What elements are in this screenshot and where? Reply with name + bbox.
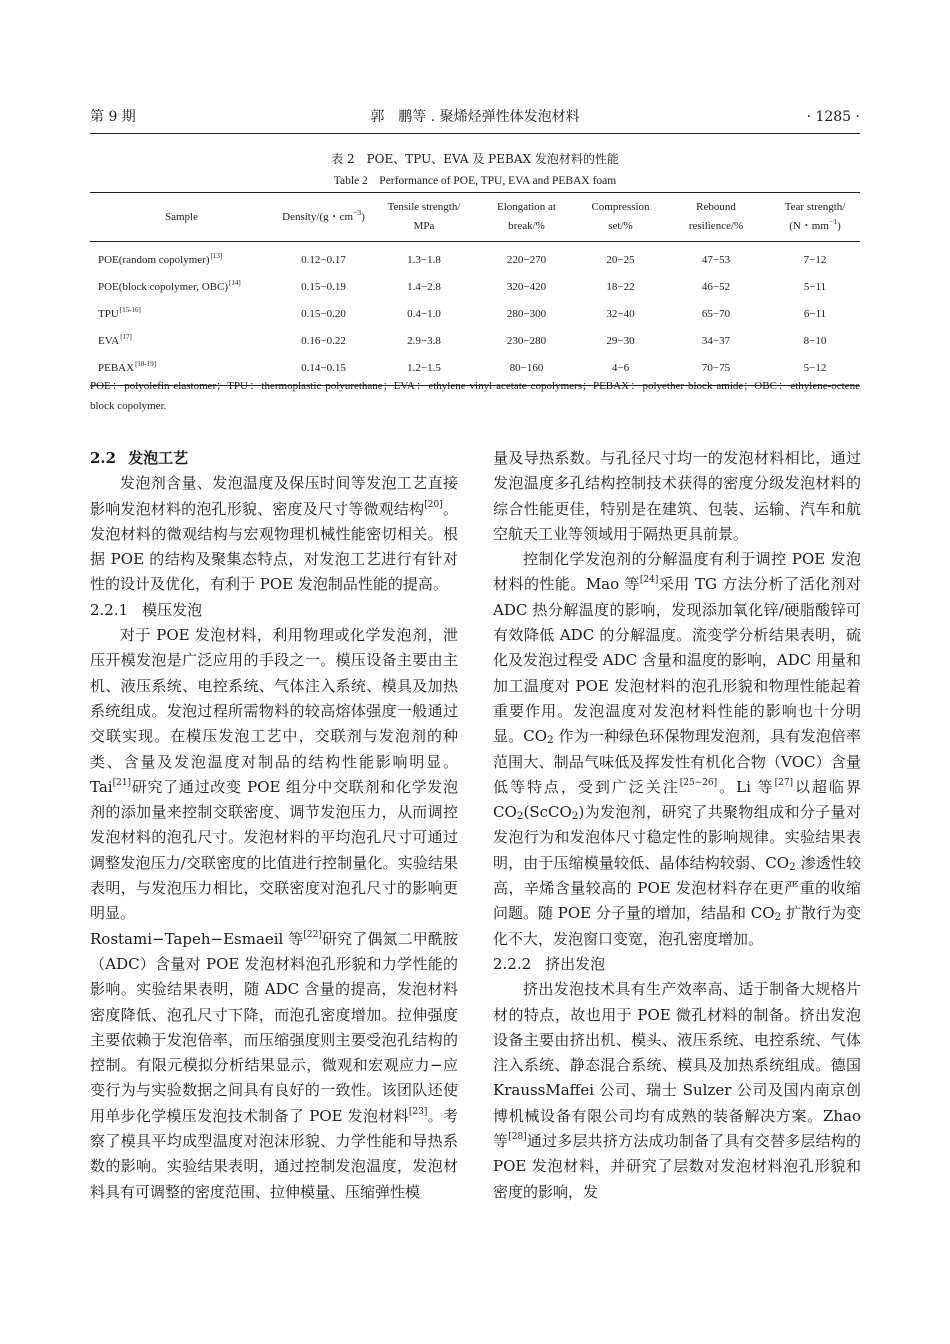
cell-sample: EVA[17] xyxy=(98,332,132,347)
cell-elongation: 80−160 xyxy=(509,361,544,374)
cell-compression: 4−6 xyxy=(611,361,630,374)
cell-tensile: 0.4−1.0 xyxy=(407,307,441,320)
table-row xyxy=(90,327,860,354)
col-header-elongation: Elongation at break/% xyxy=(497,201,556,232)
cell-density: 0.15−0.19 xyxy=(301,280,346,293)
running-title: 郭 鹏等 . 聚烯烃弹性体发泡材料 xyxy=(370,109,580,125)
cell-sample: PEBAX[18-19] xyxy=(98,359,157,374)
paragraph: 控制化学发泡剂的分解温度有利于调控 POE 发泡材料的性能。Mao 等[24]采用 TG 方法分析了活化剂对 ADC 热分解温度的影响，发现添加氧化锌/硬脂酸锌可有效降低 ADC 的分解温度。流变学分析结果表明，硫化及发泡过程受 ADC 含量和温度的影响，ADC 用量和加工温度对 POE 发泡材料的泡孔形貌和物理性能起着重要作用。发泡温度对发泡材料性能的影响也十分明显。CO2 作为一种绿色环保物理发泡剂，具有发泡倍率范围大、制品气味低及挥发性有机化合物（VOC）含量低等特点，受到广泛关注[25−26]。Li 等[27]以超临界 CO2(ScCO2)为发泡剂，研究了共聚物组成和分子量对发泡行为和发泡体尺寸稳定性的影响规律。实验结果表明，由于压缩模量较低、晶体结构较弱、CO2 渗透性较高，辛烯含量较高的 POE 发泡材料存在更严重的收缩问题。随 POE 分子量的增加，结晶和 CO2 扩散行为变化不大，发泡窗口变宽，泡孔密度增加。 xyxy=(493,550,861,948)
paragraph: Rostami−Tapeh−Esmaeil 等[22]研究了偶氮二甲酰胺（ADC）含量对 POE 发泡材料泡孔形貌和力学性能的影响。实验结果表明，随 ADC 含量的提高，发泡材料密度降低、泡孔尺寸下降，而泡孔密度增加。拉伸强度主要依赖于发泡倍率，而压缩强度则主要受泡孔结构的控制。有限元模拟分析结果显示，微观和宏观应力−应变行为与实验数据之间具有良好的一致性。该团队还使用单步化学模压发泡技术制备了 POE 发泡材料[23]。考察了模具平均成型温度对泡沫形貌、力学性能和导热系数的影响。实验结果表明，通过控制发泡温度，发泡材料具有可调整的密度范围、拉伸模量、压缩弹性模 xyxy=(90,929,458,1201)
col-header-compression: Compression set/% xyxy=(591,201,650,232)
cell-sample: POE(random copolymer)[13] xyxy=(98,251,223,266)
performance-table xyxy=(90,192,860,386)
cell-tear: 5−11 xyxy=(803,280,827,293)
cell-compression: 29−30 xyxy=(606,334,635,347)
cell-rebound: 65−70 xyxy=(701,307,731,320)
cell-sample: TPU[15-16] xyxy=(98,305,141,320)
table-row xyxy=(90,300,860,327)
cell-tear: 7−12 xyxy=(803,253,827,266)
cell-tensile: 1.4−2.8 xyxy=(407,280,441,293)
cell-compression: 32−40 xyxy=(606,307,635,320)
table-row xyxy=(90,273,860,300)
table-footnote: POE：polyolefin elastomer；TPU：thermoplastic polyurethane；EVA：ethylene vinyl acetate copolymers；PEBAX：polyether block amide；OBC：ethylene-octene block copolymer. xyxy=(90,380,860,412)
col-header-rebound: Rebound resilience/% xyxy=(688,201,744,232)
paragraph: 对于 POE 发泡材料，利用物理或化学发泡剂，泄压开模发泡是广泛应用的手段之一。模压设备主要由主机、液压系统、电控系统、气体注入系统、模具及加热系统组成。发泡过程所需物料的较高熔体强度一般通过交联实现。在模压发泡工艺中，交联剂与发泡剂的种类、含量及发泡温度对制品的结构性能影响明显。Tai[21]研究了通过改变 POE 组分中交联剂和化学发泡剂的添加量来控制交联密度、调节发泡压力，从而调控发泡材料的泡孔尺寸。发泡材料的平均泡孔尺寸可通过调整发泡压力/交联密度的比值进行控制量化。实验结果表明，与发泡压力相比，交联密度对泡孔尺寸的影响更明显。 xyxy=(90,626,458,923)
cell-density: 0.14−0.15 xyxy=(301,361,346,374)
section-heading-2-2-1: 2.2.1 模压发泡 xyxy=(90,600,203,619)
col-header-tear: Tear strength/ (N・$mm^{-1}$) xyxy=(784,201,846,232)
cell-tensile: 1.3−1.8 xyxy=(407,253,441,266)
cell-rebound: 34−37 xyxy=(701,334,731,347)
col-header-density: Density/(g・$cm^{-3}$) xyxy=(282,207,365,223)
cell-rebound: 70−75 xyxy=(701,361,731,374)
right-column xyxy=(493,446,861,1205)
cell-elongation: 220−270 xyxy=(506,253,547,266)
cell-tensile: 1.2−1.5 xyxy=(407,361,441,374)
paragraph: 发泡剂含量、发泡温度及保压时间等发泡工艺直接影响发泡材料的泡孔形貌、密度及尺寸等微观结构[20]。发泡材料的微观结构与宏观物理机械性能密切相关。根据 POE 的结构及聚集态特点，对发泡工艺进行有针对性的设计及优化，有利于 POE 发泡制品性能的提高。 xyxy=(90,474,458,594)
header-rule xyxy=(90,133,860,134)
cell-sample: POE(block copolymer, OBC)[14] xyxy=(98,278,241,293)
cell-elongation: 230−280 xyxy=(506,334,547,347)
table-header-row xyxy=(90,193,860,242)
paragraph: 挤出发泡技术具有生产效率高、适于制备大规格片材的特点，故也用于 POE 微孔材料的制备。挤出发泡设备主要由挤出机、模头、液压系统、电控系统、气体注入系统、静态混合系统、模具及加热系统组成。德国 KraussMaffei 公司、瑞士 Sulzer 公司及国内南京创博机械设备有限公司均有成熟的装备解决方案。Zhao 等[28]通过多层共挤方法成功制备了具有交替多层结构的 POE 发泡材料，并研究了层数对发泡材料泡孔形貌和密度的影响，发 xyxy=(493,980,861,1201)
paragraph: 量及导热系数。与孔径尺寸均一的发泡材料相比，通过发泡温度多孔结构控制技术获得的密度分级发泡材料的综合性能更佳，特别是在建筑、包装、运输、汽车和航空航天工业等领域用于隔热更具前景。 xyxy=(493,449,861,543)
table-caption-cn: 表 2 POE、TPU、EVA 及 PEBAX 发泡材料的性能 xyxy=(331,152,619,166)
journal-issue: 第 9 期 xyxy=(90,109,136,125)
cell-tensile: 2.9−3.8 xyxy=(407,334,441,347)
cell-elongation: 280−300 xyxy=(506,307,547,320)
cell-density: 0.12−0.17 xyxy=(301,253,346,266)
table-caption-en: Table 2 Performance of POE, TPU, EVA and PEBAX foam xyxy=(333,175,617,187)
cell-density: 0.15−0.20 xyxy=(301,307,346,320)
col-header-sample: Sample xyxy=(165,210,198,223)
section-heading-2-2-2: 2.2.2 挤出发泡 xyxy=(493,954,606,973)
cell-tear: 8−10 xyxy=(803,334,827,347)
section-heading-2-2: 2.2 发泡工艺 xyxy=(90,449,189,467)
cell-rebound: 47−53 xyxy=(701,253,731,266)
col-header-tensile: Tensile strength/ MPa xyxy=(387,201,461,232)
table-row xyxy=(90,242,860,274)
left-column xyxy=(90,446,458,1205)
cell-compression: 18−22 xyxy=(606,280,635,293)
cell-rebound: 46−52 xyxy=(701,280,731,293)
cell-tear: 6−11 xyxy=(803,307,827,320)
cell-tear: 5−12 xyxy=(803,361,827,374)
page-number: · 1285 · xyxy=(806,109,860,125)
cell-elongation: 320−420 xyxy=(506,280,547,293)
cell-density: 0.16−0.22 xyxy=(301,334,346,347)
cell-compression: 20−25 xyxy=(606,253,635,266)
